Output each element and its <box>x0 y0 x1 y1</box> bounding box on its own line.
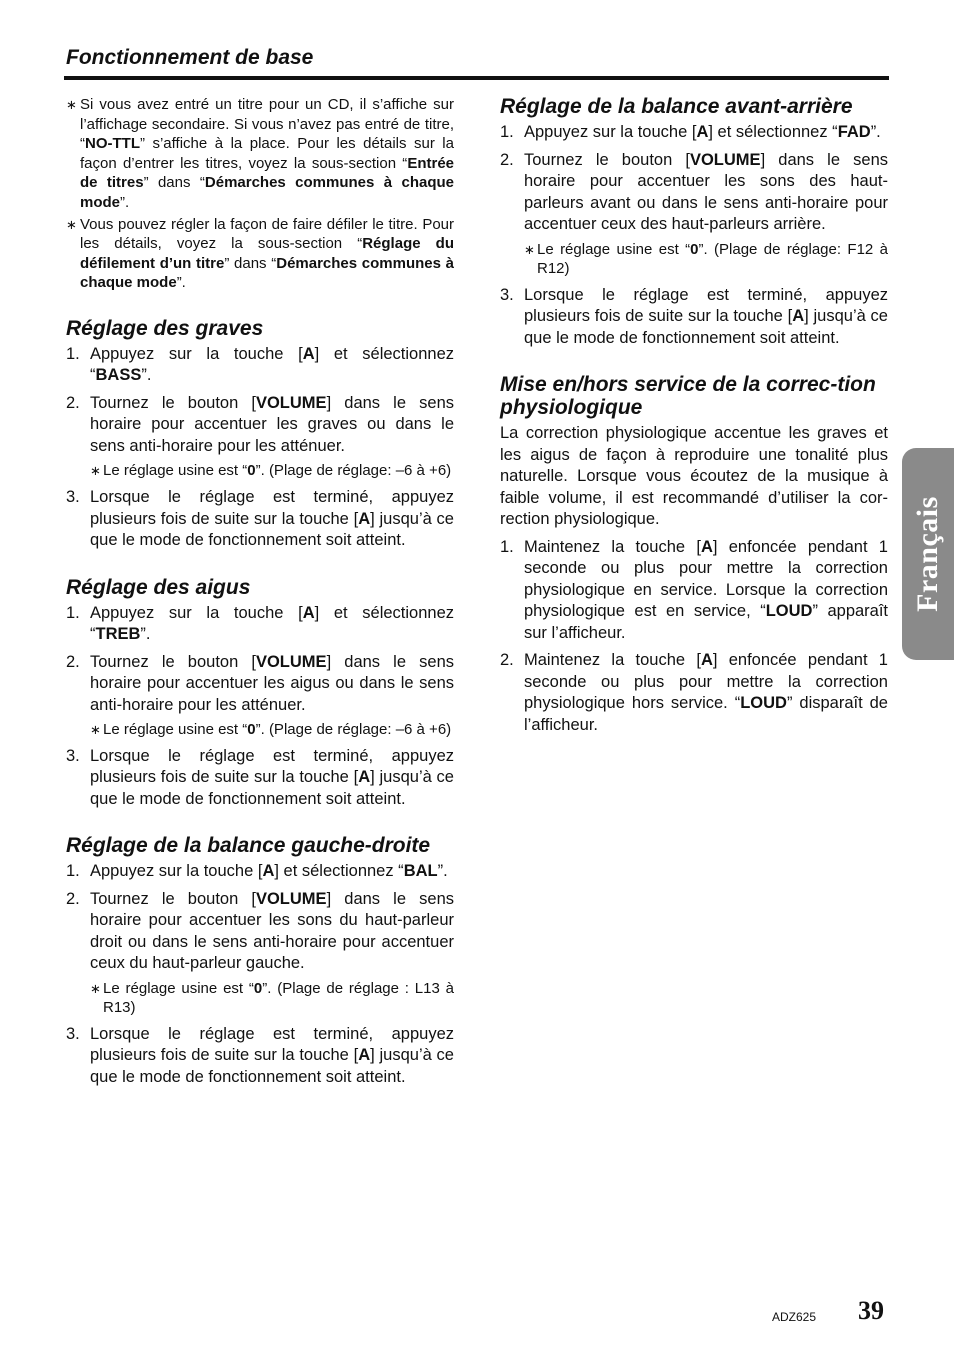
step-list <box>66 603 454 811</box>
step-item <box>500 650 888 736</box>
step-number: 3. <box>66 746 80 765</box>
section-heading: Mise en/hors service de la correc-tion physiologique <box>500 373 876 420</box>
step-note-text: Le réglage usine est “0”. (Plage de réglage: F12 à R12) <box>537 240 888 278</box>
intro-note <box>66 95 454 213</box>
note-text: Si vous avez entré un titre pour un CD, il s’affiche sur l’affichage secondaire. Si vous n’avez pas entré de titre, “NO-TTL” s’affiche à la place. Pour les détails sur la façon d’entrer les titres, voyez la sous-section “Entrée de titres” dans “Démarches communes à chaque mode”. <box>80 96 454 211</box>
note-asterisk: ∗ <box>90 722 101 738</box>
step-item <box>500 537 888 645</box>
step-note-text: Le réglage usine est “0”. (Plage de réglage: –6 à +6) <box>103 721 452 739</box>
step-list <box>66 861 454 1088</box>
section-intro: La correction physiologique accentue les graves et les aigus de façon à reproduire une tonalité plus naturelle. Lorsque vous écoutez de la musique à faible volume, il est recommandé d’utiliser la cor-rection physiologique. <box>500 424 888 529</box>
step-item <box>66 487 454 552</box>
note-text: Vous pouvez régler la façon de faire défiler le titre. Pour les détails, voyez la sous-section “Réglage du défilement d’un titre” dans “Démarches communes à chaque mode”. <box>80 215 454 292</box>
right-sections <box>500 95 888 736</box>
step-text: Lorsque le réglage est terminé, appuyez plusieurs fois de suite sur la touche [A] jusqu’à ce que le mode de fonctionnement soit atteint. <box>90 488 454 550</box>
step-number: 1. <box>500 537 514 556</box>
language-tab <box>902 448 954 660</box>
step-text: Lorsque le réglage est terminé, appuyez plusieurs fois de suite sur la touche [A] jusqu’à ce que le mode de fonctionnement soit atteint. <box>524 285 888 347</box>
model-number: ADZ625 <box>772 1310 817 1324</box>
step-item <box>66 889 454 1018</box>
step-text: Maintenez la touche [A] enfoncée pendant 1 seconde ou plus pour mettre la correction physiologique hors service. “LOUD” disparaît de l’afficheur. <box>524 651 888 734</box>
note-asterisk: ∗ <box>66 97 77 112</box>
step-text: Maintenez la touche [A] enfoncée pendant 1 seconde ou plus pour mettre la correction physiologique en service. Lorsque la correction physiologique est en service, “LOUD” apparaît sur l’afficheur. <box>524 537 889 642</box>
step-text: Tournez le bouton [VOLUME] dans le sens horaire pour accentuer les aigus ou dans le sens anti-horaire pour les atténuer. <box>90 652 454 714</box>
step-item <box>66 861 454 883</box>
header-rule <box>64 76 889 80</box>
step-number: 3. <box>66 1024 80 1043</box>
section-heading: Réglage des graves <box>66 316 264 340</box>
step-text: Tournez le bouton [VOLUME] dans le sens horaire pour accentuer les sons du haut-parleur droit ou dans le sens anti-horaire pour accentuer ceux du haut-parleur gauche. <box>90 889 454 973</box>
step-note <box>90 720 454 740</box>
step-text: Appuyez sur la touche [A] et sélectionnez “BAL”. <box>90 862 448 881</box>
language-tab-label: Français <box>911 496 944 612</box>
step-note <box>90 979 454 1018</box>
step-number: 2. <box>500 150 514 169</box>
page-number: 39 <box>858 1296 884 1325</box>
step-item <box>66 344 454 387</box>
left-column <box>66 95 454 1094</box>
step-number: 1. <box>66 344 80 363</box>
step-number: 3. <box>500 285 514 304</box>
step-list <box>66 344 454 552</box>
step-number: 2. <box>66 889 80 908</box>
right-column <box>500 95 888 742</box>
section-heading: Réglage de la balance gauche-droite <box>66 834 431 858</box>
step-item <box>66 746 454 811</box>
step-item <box>500 122 888 144</box>
step-note <box>524 240 888 279</box>
step-text: Appuyez sur la touche [A] et sélectionnez “BASS”. <box>90 344 454 385</box>
step-number: 2. <box>500 651 514 670</box>
step-number: 1. <box>66 862 80 881</box>
step-number: 2. <box>66 652 80 671</box>
step-text: Lorsque le réglage est terminé, appuyez plusieurs fois de suite sur la touche [A] jusqu’à ce que le mode de fonctionnement soit atteint. <box>90 1024 454 1086</box>
step-text: Appuyez sur la touche [A] et sélectionnez “FAD”. <box>524 123 881 141</box>
section-header-title: Fonctionnement de base <box>66 46 314 69</box>
intro-note <box>66 215 454 293</box>
step-item <box>66 393 454 481</box>
step-list <box>500 537 888 737</box>
note-asterisk: ∗ <box>66 216 77 232</box>
section-heading: Réglage des aigus <box>66 575 251 599</box>
step-text: Lorsque le réglage est terminé, appuyez plusieurs fois de suite sur la touche [A] jusqu’à ce que le mode de fonctionnement soit atteint. <box>90 746 454 808</box>
step-item <box>500 285 888 350</box>
step-text: Tournez le bouton [VOLUME] dans le sens horaire pour accentuer les sons des haut-parleurs avant ou dans le sens anti-horaire pour accentuer ceux des haut-parleurs arrière. <box>524 150 888 233</box>
step-item <box>66 652 454 740</box>
note-asterisk: ∗ <box>524 241 535 257</box>
section-heading: Réglage de la balance avant-arrière <box>500 95 853 118</box>
intro-notes <box>66 95 454 293</box>
step-note-text: Le réglage usine est “0”. (Plage de réglage: –6 à +6) <box>103 462 452 480</box>
step-note-text: Le réglage usine est “0”. (Plage de réglage : L13 à R13) <box>103 979 454 1017</box>
step-text: Appuyez sur la touche [A] et sélectionnez “TREB”. <box>90 603 454 644</box>
step-item <box>66 603 454 646</box>
step-number: 1. <box>66 603 80 622</box>
left-sections <box>66 317 454 1088</box>
step-list <box>500 122 888 349</box>
note-asterisk: ∗ <box>90 463 101 479</box>
step-number: 1. <box>500 123 514 141</box>
step-item <box>500 150 888 279</box>
step-number: 2. <box>66 393 80 412</box>
step-item <box>66 1024 454 1089</box>
step-text: Tournez le bouton [VOLUME] dans le sens horaire pour accentuer les graves ou dans le sens anti-horaire pour les atténuer. <box>90 393 454 455</box>
note-asterisk: ∗ <box>90 980 101 996</box>
step-number: 3. <box>66 488 80 507</box>
step-note <box>90 461 454 481</box>
